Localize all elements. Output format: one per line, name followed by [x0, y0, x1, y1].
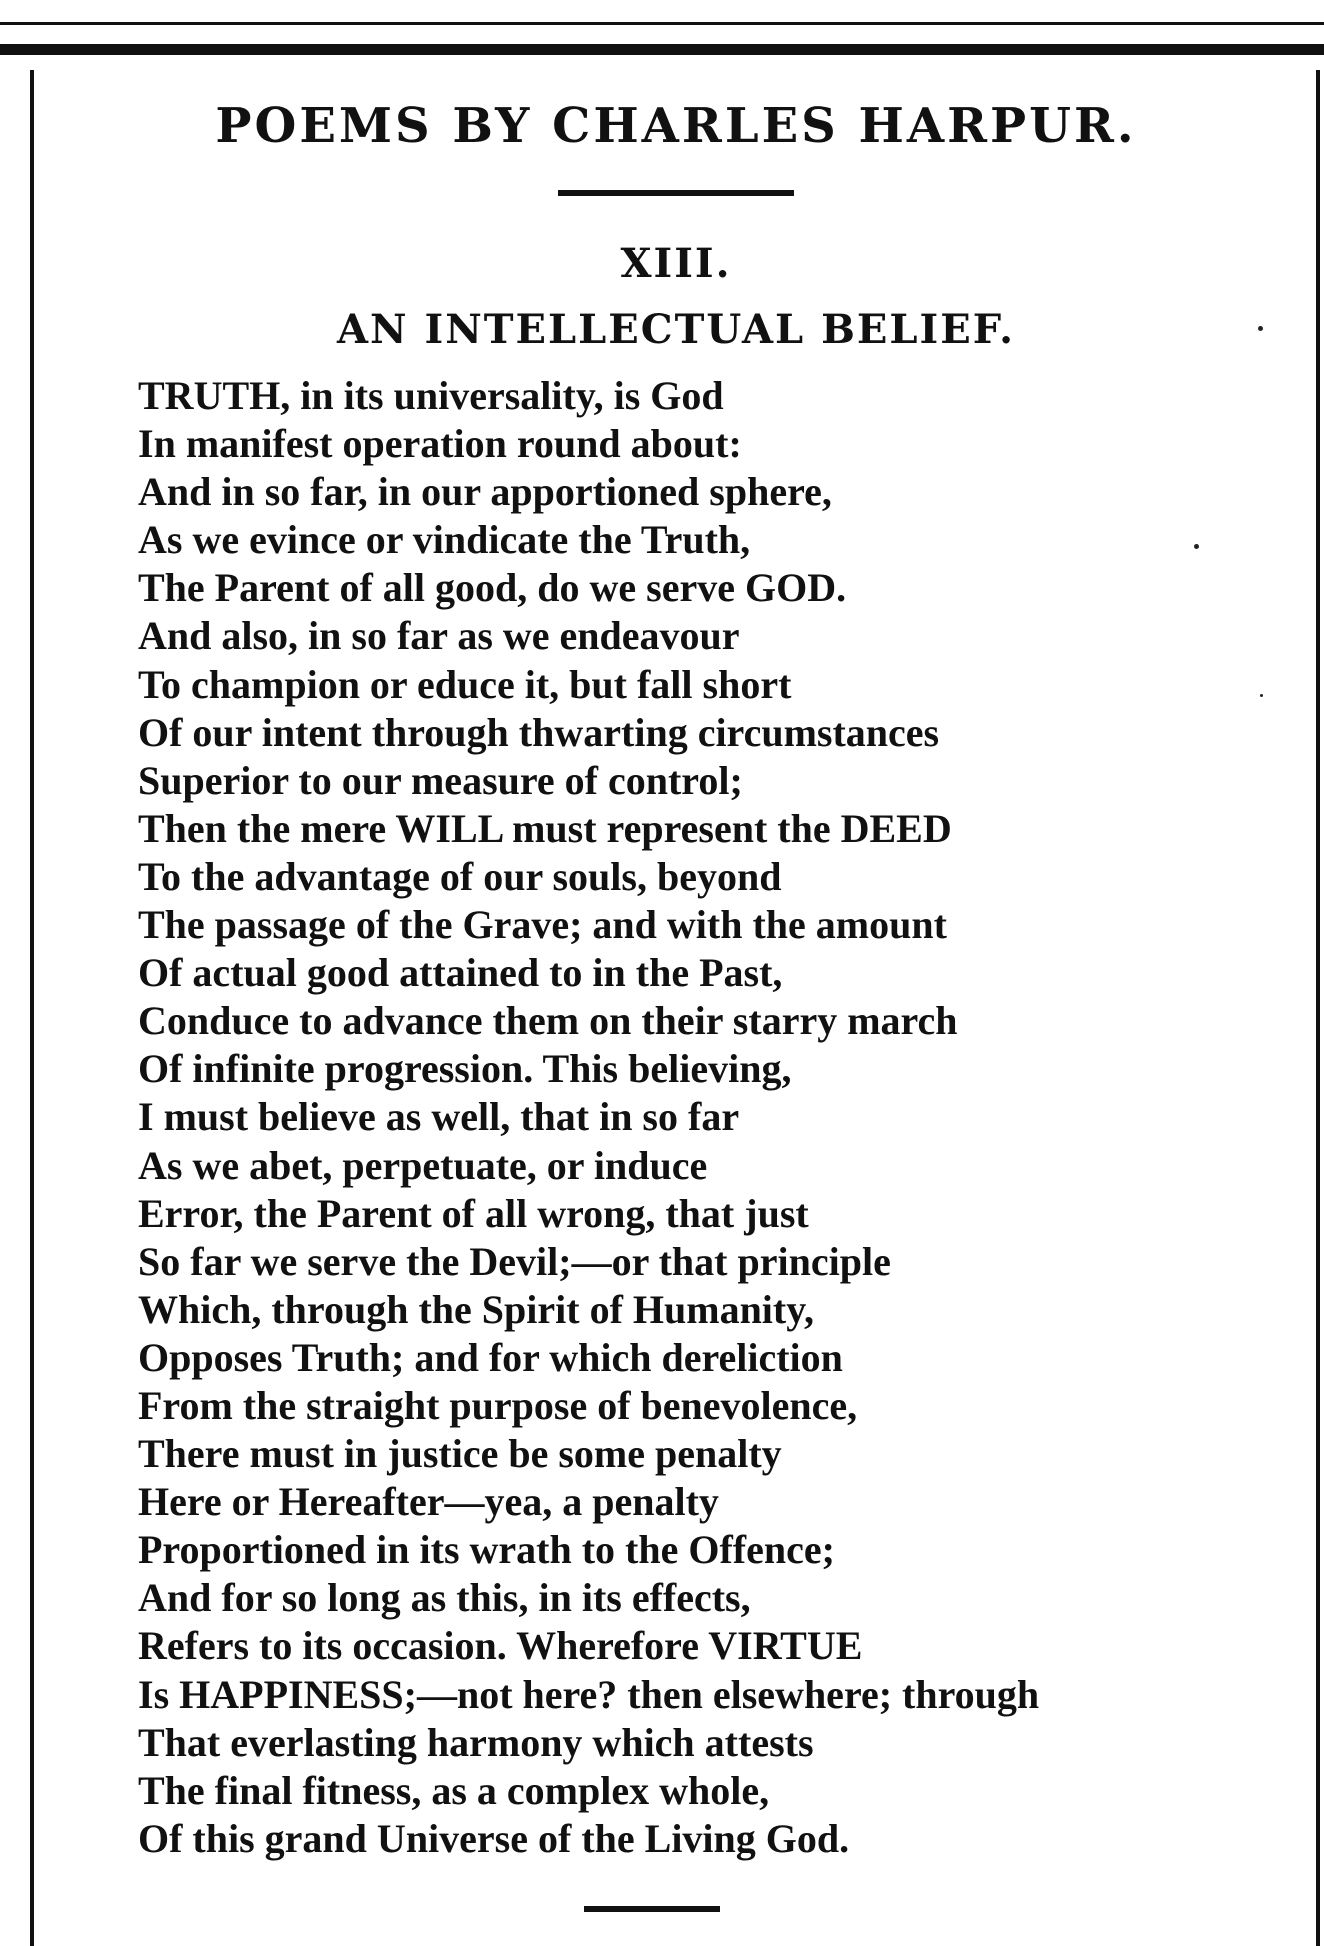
poem-line: So far we serve the Devil;—or that principle — [138, 1238, 891, 1284]
poem-body — [138, 372, 1318, 1863]
poem-line: In manifest operation round about: — [138, 421, 742, 467]
poem-line: The final fitness, as a complex whole, — [138, 1767, 770, 1813]
poem-line: As we evince or vindicate the Truth, — [138, 517, 751, 563]
poem-line: The Parent of all good, do we serve GOD. — [138, 565, 847, 611]
poem-line: There must in justice be some penalty — [138, 1431, 782, 1477]
poem-title: AN INTELLECTUAL BELIEF. — [336, 306, 1016, 353]
header-divider — [558, 190, 794, 196]
poem-line: Error, the Parent of all wrong, that just — [138, 1190, 809, 1236]
poem-line: Which, through the Spirit of Humanity, — [138, 1286, 815, 1332]
poem-line: Refers to its occasion. Wherefore VIRTUE — [138, 1623, 863, 1669]
poem-numeral: XIII. — [620, 240, 732, 287]
poem-line: I must believe as well, that in so far — [138, 1094, 740, 1140]
poem-line: Proportioned in its wrath to the Offence; — [138, 1527, 835, 1573]
top-thin-rule — [0, 22, 1324, 25]
poem-line: TRUTH, in its universality, is God — [138, 373, 724, 418]
ink-speck — [1258, 326, 1263, 331]
newspaper-column — [34, 70, 1318, 1946]
poem-line: Superior to our measure of control; — [138, 757, 743, 803]
poem-line: From the straight purpose of benevolence, — [138, 1382, 858, 1428]
poem-line: Of infinite progression. This believing, — [138, 1046, 792, 1092]
poem-line: And also, in so far as we endeavour — [138, 613, 740, 659]
page-header: POEMS BY CHARLES HARPUR. — [215, 98, 1137, 154]
poem-line: Is HAPPINESS;—not here? then elsewhere; through — [138, 1671, 1040, 1717]
ink-speck — [1260, 694, 1263, 697]
poem-line: That everlasting harmony which attests — [138, 1719, 814, 1765]
poem-line: Here or Hereafter—yea, a penalty — [138, 1479, 719, 1525]
footer-divider — [584, 1906, 720, 1912]
top-thick-rule — [0, 44, 1324, 55]
poem-line: Of actual good attained to in the Past, — [138, 950, 783, 996]
poem-line: Of our intent through thwarting circumstances — [138, 709, 940, 755]
poem-line: As we abet, perpetuate, or induce — [138, 1142, 708, 1188]
poem-line: Opposes Truth; and for which dereliction — [138, 1334, 843, 1380]
poem-line: Then the mere WILL must represent the DEED — [138, 805, 952, 851]
ink-speck — [1194, 544, 1199, 549]
poem-line: Conduce to advance them on their starry march — [138, 998, 958, 1044]
poem-line: Of this grand Universe of the Living God. — [138, 1815, 850, 1861]
poem-line: The passage of the Grave; and with the amount — [138, 902, 947, 948]
poem-line: And for so long as this, in its effects, — [138, 1575, 751, 1621]
poem-line: To the advantage of our souls, beyond — [138, 853, 782, 899]
poem-line: And in so far, in our apportioned sphere, — [138, 469, 832, 515]
poem-line: To champion or educe it, but fall short — [138, 661, 792, 707]
